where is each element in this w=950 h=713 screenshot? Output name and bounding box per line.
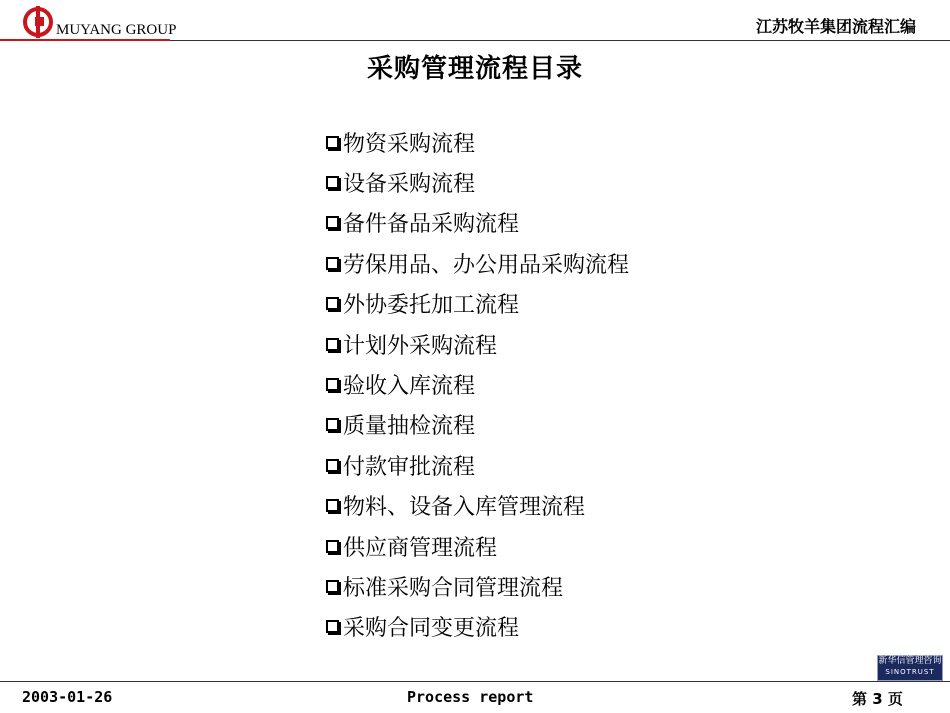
toc-item: [326, 162, 629, 202]
toc-item: [326, 243, 629, 283]
collection-title: 江苏牧羊集团流程汇编: [755, 17, 916, 36]
toc-item: [326, 445, 629, 485]
company-name: MUYANG GROUP: [56, 22, 177, 38]
toc-item: [326, 607, 629, 647]
toc-item-label: 采购合同变更流程: [343, 616, 520, 642]
checkbox-bullet-icon: [326, 257, 339, 270]
checkbox-bullet-icon: [326, 378, 339, 391]
checkbox-bullet-icon: [326, 540, 339, 553]
sinotrust-logo-en: SINOTRUST: [885, 668, 935, 676]
header-divider: [170, 40, 950, 41]
checkbox-bullet-icon: [326, 338, 339, 351]
toc-item-label: 标准采购合同管理流程: [343, 575, 564, 601]
checkbox-bullet-icon: [326, 580, 339, 593]
sinotrust-logo-cn: 新华信管理咨询: [878, 656, 942, 666]
checkbox-bullet-icon: [326, 216, 339, 229]
checkbox-bullet-icon: [326, 297, 339, 310]
toc-item-label: 外协委托加工流程: [343, 293, 520, 319]
toc-item-label: 验收入库流程: [343, 374, 476, 400]
toc-item: [326, 405, 629, 445]
toc-item-label: 供应商管理流程: [343, 535, 498, 561]
checkbox-bullet-icon: [326, 459, 339, 472]
muyang-logo-icon: [22, 5, 54, 39]
checkbox-bullet-icon: [326, 620, 339, 633]
toc-item-label: 质量抽检流程: [343, 414, 476, 440]
footer-report-label: Process report: [407, 688, 534, 706]
toc-item: [326, 486, 629, 526]
checkbox-bullet-icon: [326, 136, 339, 149]
toc-item-label: 物料、设备入库管理流程: [343, 495, 586, 521]
toc-item: [326, 364, 629, 404]
toc-item-label: 计划外采购流程: [343, 333, 498, 359]
toc-item-label: 劳保用品、办公用品采购流程: [343, 252, 630, 278]
sinotrust-logo: [877, 655, 943, 681]
page-title: 采购管理流程目录: [366, 54, 583, 84]
toc-item: [326, 566, 629, 606]
checkbox-bullet-icon: [326, 499, 339, 512]
footer-date: 2003-01-26: [22, 688, 113, 706]
footer-divider: [0, 681, 950, 682]
checkbox-bullet-icon: [326, 418, 339, 431]
toc-item: [326, 203, 629, 243]
toc-item-label: 物资采购流程: [343, 131, 476, 157]
toc-item-label: 付款审批流程: [343, 454, 476, 480]
toc-item-label: 备件备品采购流程: [343, 212, 520, 238]
header-divider-accent: [0, 39, 170, 41]
toc-list: [326, 122, 629, 647]
toc-item: [326, 526, 629, 566]
toc-item-label: 设备采购流程: [343, 172, 476, 198]
page-number: 第 3 页: [852, 690, 903, 708]
toc-item: [326, 122, 629, 162]
toc-item: [326, 324, 629, 364]
page-header: [0, 0, 950, 42]
checkbox-bullet-icon: [326, 176, 339, 189]
toc-item: [326, 284, 629, 324]
